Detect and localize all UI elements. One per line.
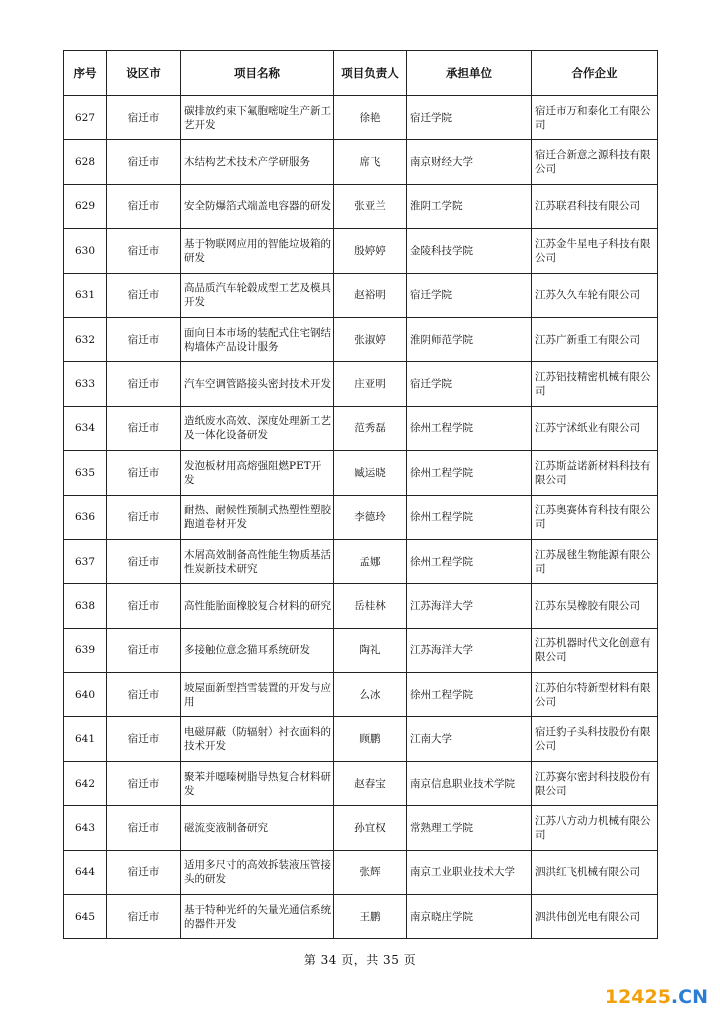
cell-index: 644 bbox=[64, 850, 107, 894]
cell-leader: 孙宜权 bbox=[334, 806, 407, 850]
cell-institution: 徐州工程学院 bbox=[407, 673, 532, 717]
cell-index: 641 bbox=[64, 717, 107, 761]
table-header-row bbox=[64, 51, 658, 96]
cell-project-name: 木屑高效制备高性能生物质基活性炭新技术研究 bbox=[181, 539, 334, 583]
cell-partner: 江苏奥赛体育科技有限公司 bbox=[532, 495, 658, 539]
cell-city: 宿迁市 bbox=[107, 895, 181, 939]
header-partner: 合作企业 bbox=[532, 51, 658, 96]
table-row bbox=[64, 673, 658, 717]
cell-institution: 淮阴师范学院 bbox=[407, 317, 532, 361]
cell-institution: 宿迁学院 bbox=[407, 362, 532, 406]
cell-city: 宿迁市 bbox=[107, 539, 181, 583]
cell-index: 634 bbox=[64, 406, 107, 450]
table-row bbox=[64, 140, 658, 184]
cell-leader: 席飞 bbox=[334, 140, 407, 184]
cell-index: 632 bbox=[64, 317, 107, 361]
cell-city: 宿迁市 bbox=[107, 96, 181, 140]
cell-partner: 江苏久久车轮有限公司 bbox=[532, 273, 658, 317]
cell-institution: 江南大学 bbox=[407, 717, 532, 761]
cell-leader: 赵春宝 bbox=[334, 761, 407, 805]
cell-project-name: 基于特种光纤的矢量光通信系统的器件开发 bbox=[181, 895, 334, 939]
cell-index: 627 bbox=[64, 96, 107, 140]
cell-city: 宿迁市 bbox=[107, 451, 181, 495]
table-row bbox=[64, 628, 658, 672]
cell-city: 宿迁市 bbox=[107, 761, 181, 805]
cell-project-name: 基于物联网应用的智能垃圾箱的研发 bbox=[181, 229, 334, 273]
cell-institution: 宿迁学院 bbox=[407, 96, 532, 140]
cell-partner: 泗洪伟创光电有限公司 bbox=[532, 895, 658, 939]
cell-index: 628 bbox=[64, 140, 107, 184]
cell-leader: 庄亚明 bbox=[334, 362, 407, 406]
cell-institution: 徐州工程学院 bbox=[407, 406, 532, 450]
cell-project-name: 耐热、耐候性预制式热塑性塑胶跑道卷材开发 bbox=[181, 495, 334, 539]
cell-leader: 范秀磊 bbox=[334, 406, 407, 450]
table-row bbox=[64, 895, 658, 939]
cell-partner: 江苏东昊橡胶有限公司 bbox=[532, 584, 658, 628]
cell-leader: 李德玲 bbox=[334, 495, 407, 539]
project-table bbox=[63, 50, 658, 939]
cell-partner: 宿迁市万和泰化工有限公司 bbox=[532, 96, 658, 140]
cell-project-name: 高性能胎面橡胶复合材料的研究 bbox=[181, 584, 334, 628]
table-row bbox=[64, 451, 658, 495]
cell-leader: 臧运晓 bbox=[334, 451, 407, 495]
cell-city: 宿迁市 bbox=[107, 406, 181, 450]
cell-project-name: 适用多尺寸的高效拆装液压管接头的研发 bbox=[181, 850, 334, 894]
cell-index: 633 bbox=[64, 362, 107, 406]
cell-city: 宿迁市 bbox=[107, 495, 181, 539]
cell-index: 640 bbox=[64, 673, 107, 717]
cell-project-name: 坡屋面新型挡雪装置的开发与应用 bbox=[181, 673, 334, 717]
cell-institution: 徐州工程学院 bbox=[407, 539, 532, 583]
cell-city: 宿迁市 bbox=[107, 317, 181, 361]
table-row bbox=[64, 806, 658, 850]
cell-institution: 金陵科技学院 bbox=[407, 229, 532, 273]
cell-partner: 江苏铝技精密机械有限公司 bbox=[532, 362, 658, 406]
header-project-name: 项目名称 bbox=[181, 51, 334, 96]
table-row bbox=[64, 362, 658, 406]
cell-city: 宿迁市 bbox=[107, 806, 181, 850]
cell-index: 635 bbox=[64, 451, 107, 495]
cell-partner: 江苏斯益诺新材料科技有限公司 bbox=[532, 451, 658, 495]
cell-index: 631 bbox=[64, 273, 107, 317]
cell-institution: 徐州工程学院 bbox=[407, 495, 532, 539]
cell-institution: 徐州工程学院 bbox=[407, 451, 532, 495]
cell-institution: 宿迁学院 bbox=[407, 273, 532, 317]
cell-city: 宿迁市 bbox=[107, 140, 181, 184]
cell-partner: 泗洪红飞机械有限公司 bbox=[532, 850, 658, 894]
cell-institution: 淮阴工学院 bbox=[407, 184, 532, 228]
cell-partner: 江苏赛尔密封科技股份有限公司 bbox=[532, 761, 658, 805]
table-row bbox=[64, 539, 658, 583]
cell-index: 643 bbox=[64, 806, 107, 850]
cell-partner: 江苏八方动力机械有限公司 bbox=[532, 806, 658, 850]
watermark-suffix: .CN bbox=[670, 986, 708, 1008]
cell-leader: 陶礼 bbox=[334, 628, 407, 672]
cell-project-name: 面向日本市场的装配式住宅钢结构墙体产品设计服务 bbox=[181, 317, 334, 361]
table-row bbox=[64, 495, 658, 539]
cell-partner: 江苏广新重工有限公司 bbox=[532, 317, 658, 361]
table-row bbox=[64, 96, 658, 140]
cell-project-name: 高品质汽车轮毂成型工艺及模具开发 bbox=[181, 273, 334, 317]
cell-project-name: 碳排放约束下氟胞嘧啶生产新工艺开发 bbox=[181, 96, 334, 140]
cell-partner: 江苏宁沭纸业有限公司 bbox=[532, 406, 658, 450]
cell-index: 645 bbox=[64, 895, 107, 939]
cell-leader: 岳桂林 bbox=[334, 584, 407, 628]
cell-index: 636 bbox=[64, 495, 107, 539]
cell-institution: 南京工业职业技术大学 bbox=[407, 850, 532, 894]
cell-partner: 江苏金牛星电子科技有限公司 bbox=[532, 229, 658, 273]
cell-project-name: 聚苯并噁嗪树脂导热复合材料研发 bbox=[181, 761, 334, 805]
table-row bbox=[64, 229, 658, 273]
cell-leader: 孟娜 bbox=[334, 539, 407, 583]
cell-institution: 南京晓庄学院 bbox=[407, 895, 532, 939]
cell-leader: 张辉 bbox=[334, 850, 407, 894]
cell-index: 630 bbox=[64, 229, 107, 273]
cell-city: 宿迁市 bbox=[107, 362, 181, 406]
header-index: 序号 bbox=[64, 51, 107, 96]
cell-index: 642 bbox=[64, 761, 107, 805]
cell-project-name: 汽车空调管路接头密封技术开发 bbox=[181, 362, 334, 406]
cell-partner: 江苏晟毬生物能源有限公司 bbox=[532, 539, 658, 583]
cell-index: 637 bbox=[64, 539, 107, 583]
cell-partner: 江苏机器时代文化创意有限公司 bbox=[532, 628, 658, 672]
cell-leader: 徐艳 bbox=[334, 96, 407, 140]
table-row bbox=[64, 184, 658, 228]
cell-institution: 江苏海洋大学 bbox=[407, 584, 532, 628]
cell-project-name: 磁流变液制备研究 bbox=[181, 806, 334, 850]
table-row bbox=[64, 584, 658, 628]
cell-leader: 王鹏 bbox=[334, 895, 407, 939]
cell-city: 宿迁市 bbox=[107, 673, 181, 717]
table-row bbox=[64, 406, 658, 450]
cell-partner: 宿迁合新意之源科技有限公司 bbox=[532, 140, 658, 184]
cell-project-name: 多接触位意念猫耳系统研发 bbox=[181, 628, 334, 672]
cell-leader: 顾鹏 bbox=[334, 717, 407, 761]
cell-leader: 殷婷婷 bbox=[334, 229, 407, 273]
table-row bbox=[64, 761, 658, 805]
table-row bbox=[64, 317, 658, 361]
header-leader: 项目负责人 bbox=[334, 51, 407, 96]
cell-city: 宿迁市 bbox=[107, 229, 181, 273]
cell-leader: 张淑婷 bbox=[334, 317, 407, 361]
cell-leader: 么冰 bbox=[334, 673, 407, 717]
cell-project-name: 安全防爆箔式端盖电容器的研发 bbox=[181, 184, 334, 228]
cell-project-name: 电磁屏蔽（防辐射）衬衣面料的技术开发 bbox=[181, 717, 334, 761]
cell-city: 宿迁市 bbox=[107, 584, 181, 628]
cell-project-name: 发泡板材用高熔强阻燃PET开发 bbox=[181, 451, 334, 495]
cell-city: 宿迁市 bbox=[107, 184, 181, 228]
cell-city: 宿迁市 bbox=[107, 628, 181, 672]
page-number: 第 34 页，共 35 页 bbox=[303, 953, 417, 967]
cell-partner: 江苏联君科技有限公司 bbox=[532, 184, 658, 228]
table-row bbox=[64, 273, 658, 317]
cell-leader: 张亚兰 bbox=[334, 184, 407, 228]
cell-index: 639 bbox=[64, 628, 107, 672]
cell-institution: 江苏海洋大学 bbox=[407, 628, 532, 672]
cell-project-name: 木结构艺术技术产学研服务 bbox=[181, 140, 334, 184]
watermark-logo bbox=[605, 986, 708, 1008]
cell-city: 宿迁市 bbox=[107, 850, 181, 894]
table-body bbox=[64, 96, 658, 939]
cell-institution: 南京信息职业技术学院 bbox=[407, 761, 532, 805]
cell-partner: 江苏伯尔特新型材料有限公司 bbox=[532, 673, 658, 717]
cell-leader: 赵裕明 bbox=[334, 273, 407, 317]
header-city: 设区市 bbox=[107, 51, 181, 96]
cell-index: 629 bbox=[64, 184, 107, 228]
table-row bbox=[64, 850, 658, 894]
header-institution: 承担单位 bbox=[407, 51, 532, 96]
table-row bbox=[64, 717, 658, 761]
cell-partner: 宿迁豹子头科技股份有限公司 bbox=[532, 717, 658, 761]
cell-institution: 南京财经大学 bbox=[407, 140, 532, 184]
cell-city: 宿迁市 bbox=[107, 717, 181, 761]
cell-index: 638 bbox=[64, 584, 107, 628]
cell-project-name: 造纸废水高效、深度处理新工艺及一体化设备研发 bbox=[181, 406, 334, 450]
watermark-digits: 12425 bbox=[604, 986, 671, 1008]
cell-city: 宿迁市 bbox=[107, 273, 181, 317]
cell-institution: 常熟理工学院 bbox=[407, 806, 532, 850]
